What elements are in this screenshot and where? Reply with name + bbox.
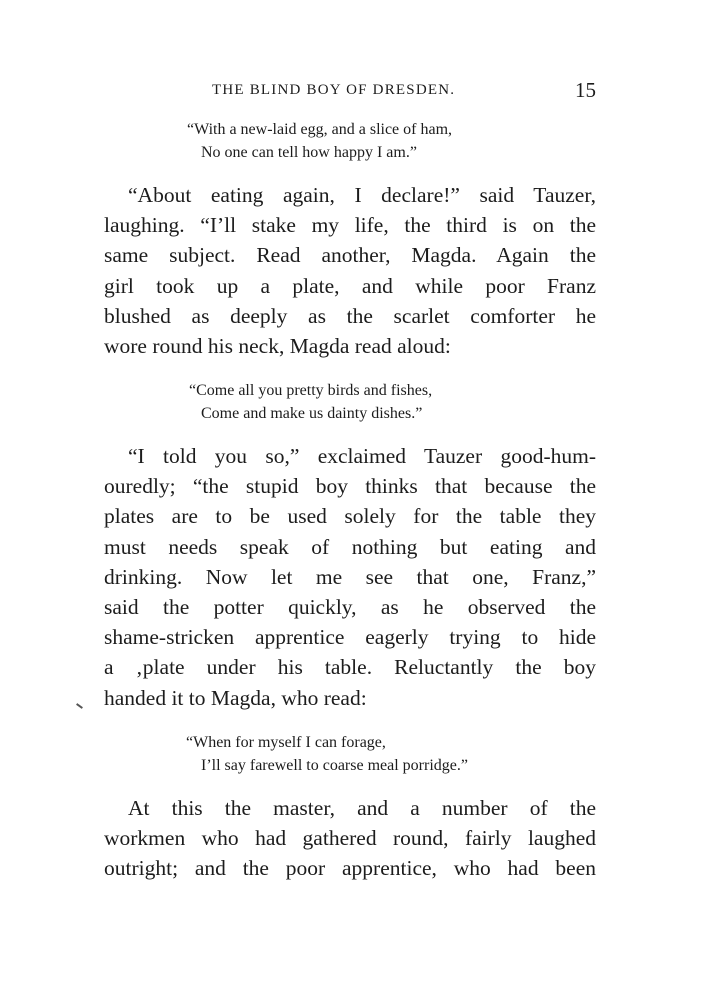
verse-stanza-3 — [186, 731, 468, 777]
verse-stanza-1 — [187, 118, 452, 164]
text-line: “About eating again, I declare!” said Tauzer, — [128, 183, 596, 207]
verse-line: I’ll say farewell to coarse meal porridge.” — [201, 757, 468, 774]
text-line: outright; and the poor apprentice, who had been — [104, 856, 596, 881]
text-line: shame-stricken apprentice eagerly trying to hide — [104, 625, 596, 650]
verse-line: “With a new-laid egg, and a slice of ham, — [187, 121, 453, 138]
paragraph-3 — [104, 793, 596, 884]
paragraph-1 — [104, 180, 596, 361]
text-line: said the potter quickly, as he observed the — [104, 595, 596, 620]
text-line: At this the master, and a number of the — [128, 796, 596, 820]
text-line: same subject. Read another, Magda. Again the — [104, 243, 596, 268]
page-number: 15 — [575, 78, 596, 102]
text-line: drinking. Now let me see that one, Franz,” — [104, 564, 596, 589]
text-line: girl took up a plate, and while poor Franz — [104, 273, 596, 298]
text-line: wore round his neck, Magda read aloud: — [104, 334, 451, 359]
verse-stanza-2 — [189, 379, 432, 425]
text-line: workmen who had gathered round, fairly laughed — [104, 826, 596, 851]
text-line: blushed as deeply as the scarlet comforter he — [104, 303, 596, 328]
verse-line: “Come all you pretty birds and fishes, — [189, 382, 433, 399]
stray-ink-mark — [76, 703, 83, 709]
text-line: “I told you so,” exclaimed Tauzer good-hum- — [128, 444, 596, 468]
verse-line: Come and make us dainty dishes.” — [201, 405, 423, 422]
text-line: a ‚plate under his table. Reluctantly the boy — [104, 655, 596, 680]
text-line: plates are to be used solely for the table they — [104, 504, 596, 529]
text-line: laughing. “I’ll stake my life, the third is on the — [104, 213, 596, 238]
paragraph-2 — [104, 441, 596, 713]
verse-line: “When for myself I can forage, — [186, 734, 386, 751]
running-head — [104, 80, 598, 102]
running-title: THE BLIND BOY OF DRESDEN. — [212, 82, 456, 98]
text-line: ouredly; “the stupid boy thinks that because the — [104, 474, 596, 499]
text-line: must needs speak of nothing but eating and — [104, 534, 596, 559]
verse-line: No one can tell how happy I am.” — [201, 144, 417, 161]
text-line: handed it to Magda, who read: — [104, 685, 367, 710]
